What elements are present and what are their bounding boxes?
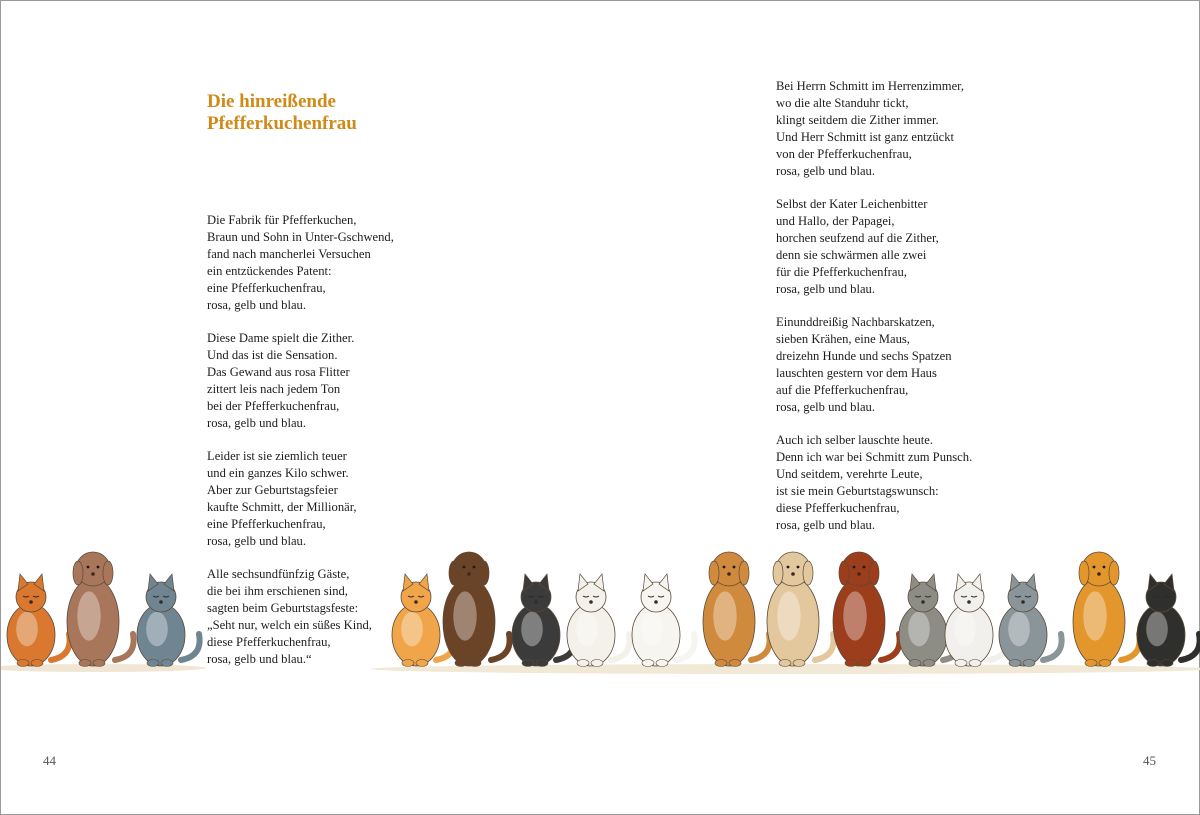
title-line-1: Die hinreißende (207, 91, 336, 112)
page-number-left: 44 (43, 753, 56, 768)
poem-line: Die Fabrik für Pfefferkuchen, (207, 213, 357, 227)
poem-line: für die Pfefferkuchenfrau, (776, 264, 907, 279)
poem-line: fand nach mancherlei Versuchen (207, 246, 371, 261)
cat-figure (7, 574, 70, 667)
poem-line: Auch ich selber lauschte heute. (776, 433, 934, 448)
poem-line: rosa, gelb und blau. (207, 415, 306, 430)
poem-line: Diese Dame spielt die Zither. (207, 331, 355, 346)
poem-line: rosa, gelb und blau. (776, 399, 875, 414)
poem-line: Selbst der Kater Leichenbitter (776, 197, 928, 212)
dog-figure (703, 552, 770, 667)
poem-line: „Seht nur, welch ein süßes Kind, (207, 617, 372, 632)
poem-line: horchen seufzend auf die Zither, (776, 230, 939, 245)
poem-line: klingt seitdem die Zither immer. (776, 112, 939, 127)
stanza (776, 314, 972, 415)
poem-line: denn sie schwärmen alle zwei (776, 247, 927, 262)
title-line-2: Pfefferkuchenfrau (207, 113, 357, 134)
cat-figure (137, 574, 200, 667)
poem-line: ein entzückendes Patent: (207, 263, 332, 278)
poem-line: eine Pfefferkuchenfrau, (207, 516, 326, 531)
poem-line: und ein ganzes Kilo schwer. (207, 465, 349, 480)
poem-line: Und das ist die Sensation. (207, 347, 338, 362)
stanza (207, 330, 394, 431)
poem-line: die bei ihm erschienen sind, (207, 584, 348, 598)
poem-line: bei der Pfefferkuchenfrau, (207, 398, 340, 413)
poem-line: rosa, gelb und blau. (207, 297, 306, 312)
poem-line: Bei Herrn Schmitt im Herrenzimmer, (776, 79, 964, 93)
poem-line: ist sie mein Geburtstagswunsch: (776, 483, 939, 498)
poem-line: Braun und Sohn in Unter-Gschwend, (207, 229, 394, 244)
dog-figure (833, 552, 900, 667)
poem-line: dreizehn Hunde und sechs Spatzen (776, 348, 952, 363)
cat-figure (945, 574, 1008, 667)
cat-figure (512, 574, 575, 667)
poem-line: zittert leis nach jedem Ton (207, 381, 341, 396)
poem-line: eine Pfefferkuchenfrau, (207, 280, 326, 295)
poem-right-column (776, 78, 972, 550)
cat-figure (1137, 574, 1200, 667)
poem-line: Aber zur Geburtstagsfeier (207, 482, 338, 497)
poem-line: Und seitdem, verehrte Leute, (776, 466, 923, 481)
cat-figure (567, 574, 630, 667)
cat-figure (632, 574, 695, 667)
poem-line: rosa, gelb und blau. (207, 533, 306, 548)
poem-line: rosa, gelb und blau. (776, 517, 875, 532)
dog-figure (443, 552, 510, 667)
poem-line: von der Pfefferkuchenfrau, (776, 146, 912, 161)
poem-line: sieben Krähen, eine Maus, (776, 331, 910, 346)
poem-line: sagten beim Geburtstagsfeste: (207, 600, 359, 615)
stanza (207, 212, 394, 313)
poem-line: rosa, gelb und blau. (776, 163, 875, 178)
poem-line: Und Herr Schmitt ist ganz entzückt (776, 129, 955, 144)
poem-line: Alle sechsundfünfzig Gäste, (207, 567, 350, 582)
stanza (776, 78, 972, 179)
dog-figure (67, 552, 134, 667)
animal-illustration (1, 521, 1200, 681)
page-number-right: 45 (1143, 753, 1156, 768)
poem-line: auf die Pfefferkuchenfrau, (776, 382, 909, 397)
stanza (776, 196, 972, 297)
dog-figure (1073, 552, 1140, 667)
poem-line: wo die alte Standuhr tickt, (776, 95, 909, 110)
poem-line: Das Gewand aus rosa Flitter (207, 364, 350, 379)
stanza (776, 432, 972, 533)
poem-line: lauschten gestern vor dem Haus (776, 365, 937, 380)
poem-line: diese Pfefferkuchenfrau, (776, 500, 900, 515)
poem-line: diese Pfefferkuchenfrau, (207, 634, 331, 649)
poem-line: und Hallo, der Papagei, (776, 213, 895, 228)
poem-line: rosa, gelb und blau. (776, 281, 875, 296)
poem-line: kaufte Schmitt, der Millionär, (207, 499, 357, 514)
dog-figure (767, 552, 834, 667)
poem-line: Denn ich war bei Schmitt zum Punsch. (776, 450, 973, 464)
poem-title (207, 91, 357, 135)
poem-line: rosa, gelb und blau.“ (207, 651, 312, 666)
cat-figure (999, 574, 1062, 667)
poem-line: Einunddreißig Nachbarskatzen, (776, 315, 935, 330)
poem-line: Leider ist sie ziemlich teuer (207, 449, 347, 464)
